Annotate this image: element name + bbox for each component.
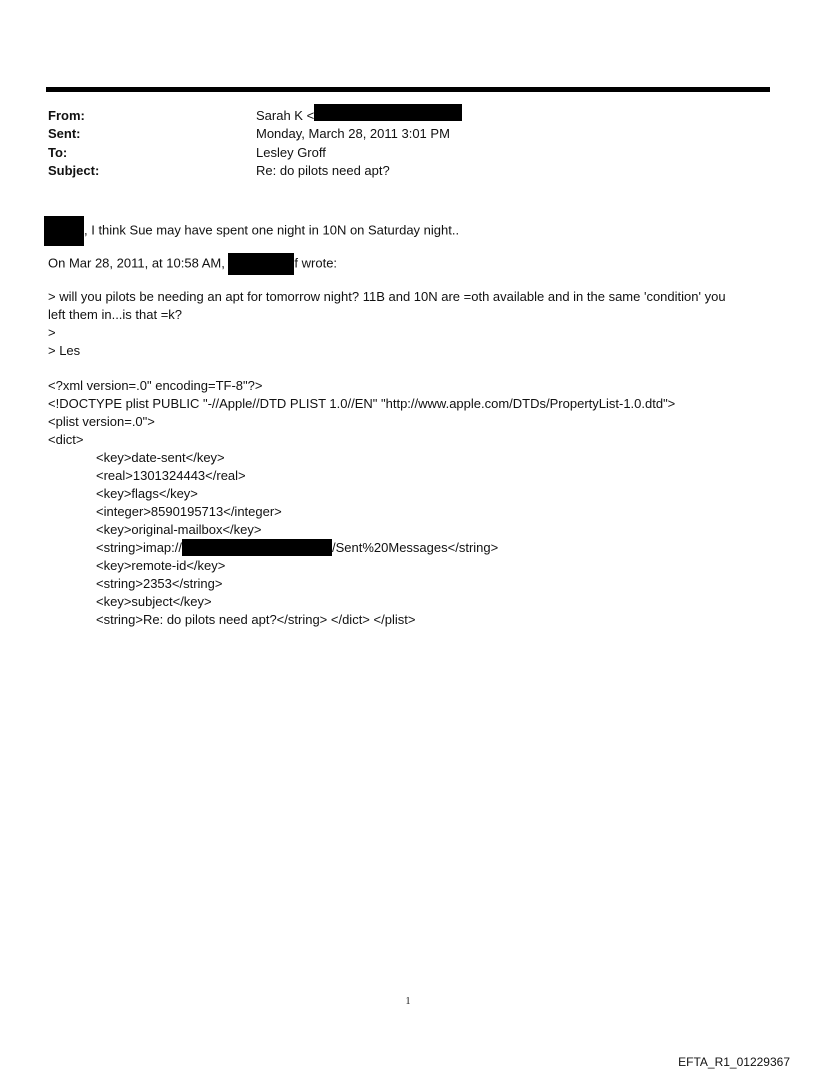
xml-line: <key>subject</key> xyxy=(96,594,212,609)
xml-line: <plist version=.0"> xyxy=(48,414,155,429)
document-id: EFTA_R1_01229367 xyxy=(678,1055,790,1069)
from-value xyxy=(256,107,462,125)
from-name: Sarah K < xyxy=(256,108,315,123)
mailbox-suffix: /Sent%20Messages</string> xyxy=(332,540,499,555)
redaction-block xyxy=(314,104,462,121)
page-number: 1 xyxy=(405,996,411,1007)
to-value: Lesley Groff xyxy=(256,145,326,160)
header-rule xyxy=(46,87,770,92)
xml-line: <?xml version=.0" encoding=TF-8"?> xyxy=(48,378,263,393)
xml-line: <real>1301324443</real> xyxy=(96,468,246,483)
xml-line: <dict> xyxy=(48,432,84,447)
subject-value: Re: do pilots need apt? xyxy=(256,163,390,178)
quote-line: > Les xyxy=(48,343,81,358)
sent-value: Monday, March 28, 2011 3:01 PM xyxy=(256,126,450,141)
quote-line: > will you pilots be needing an apt for tomorrow night? 11B and 10N are =oth available and in the same 'condition' you xyxy=(48,289,726,304)
xml-line: <key>remote-id</key> xyxy=(96,558,226,573)
sent-label: Sent: xyxy=(48,126,81,141)
quote-intro-text: On Mar 28, 2011, at 10:58 AM, xyxy=(48,255,229,271)
subject-label: Subject: xyxy=(48,163,100,178)
redaction-block xyxy=(44,216,84,246)
redaction-block xyxy=(228,253,294,275)
redaction-block xyxy=(182,539,332,556)
from-label: From: xyxy=(48,108,85,123)
quote-intro-suffix: f wrote: xyxy=(294,255,338,271)
xml-line: <key>flags</key> xyxy=(96,486,198,501)
mailbox-prefix: <string>imap:// xyxy=(96,540,182,555)
quote-line: > xyxy=(48,325,56,340)
xml-line: <!DOCTYPE plist PUBLIC "-//Apple//DTD PLIST 1.0//EN" "http://www.apple.com/DTDs/PropertyList-1.0.dtd"> xyxy=(48,396,676,411)
xml-line-mailbox xyxy=(96,539,498,557)
to-label: To: xyxy=(48,145,68,160)
quote-intro xyxy=(48,253,337,275)
xml-line: <string>2353</string> xyxy=(96,576,223,591)
xml-line: <integer>8590195713</integer> xyxy=(96,504,282,519)
xml-line: <key>original-mailbox</key> xyxy=(96,522,262,537)
reply-text: , I think Sue may have spent one night in 10N on Saturday night.. xyxy=(84,222,460,238)
quote-line: left them in...is that =k? xyxy=(48,307,183,322)
reply-line xyxy=(44,216,459,246)
xml-line: <string>Re: do pilots need apt?</string> </dict> </plist> xyxy=(96,612,416,627)
xml-line: <key>date-sent</key> xyxy=(96,450,225,465)
